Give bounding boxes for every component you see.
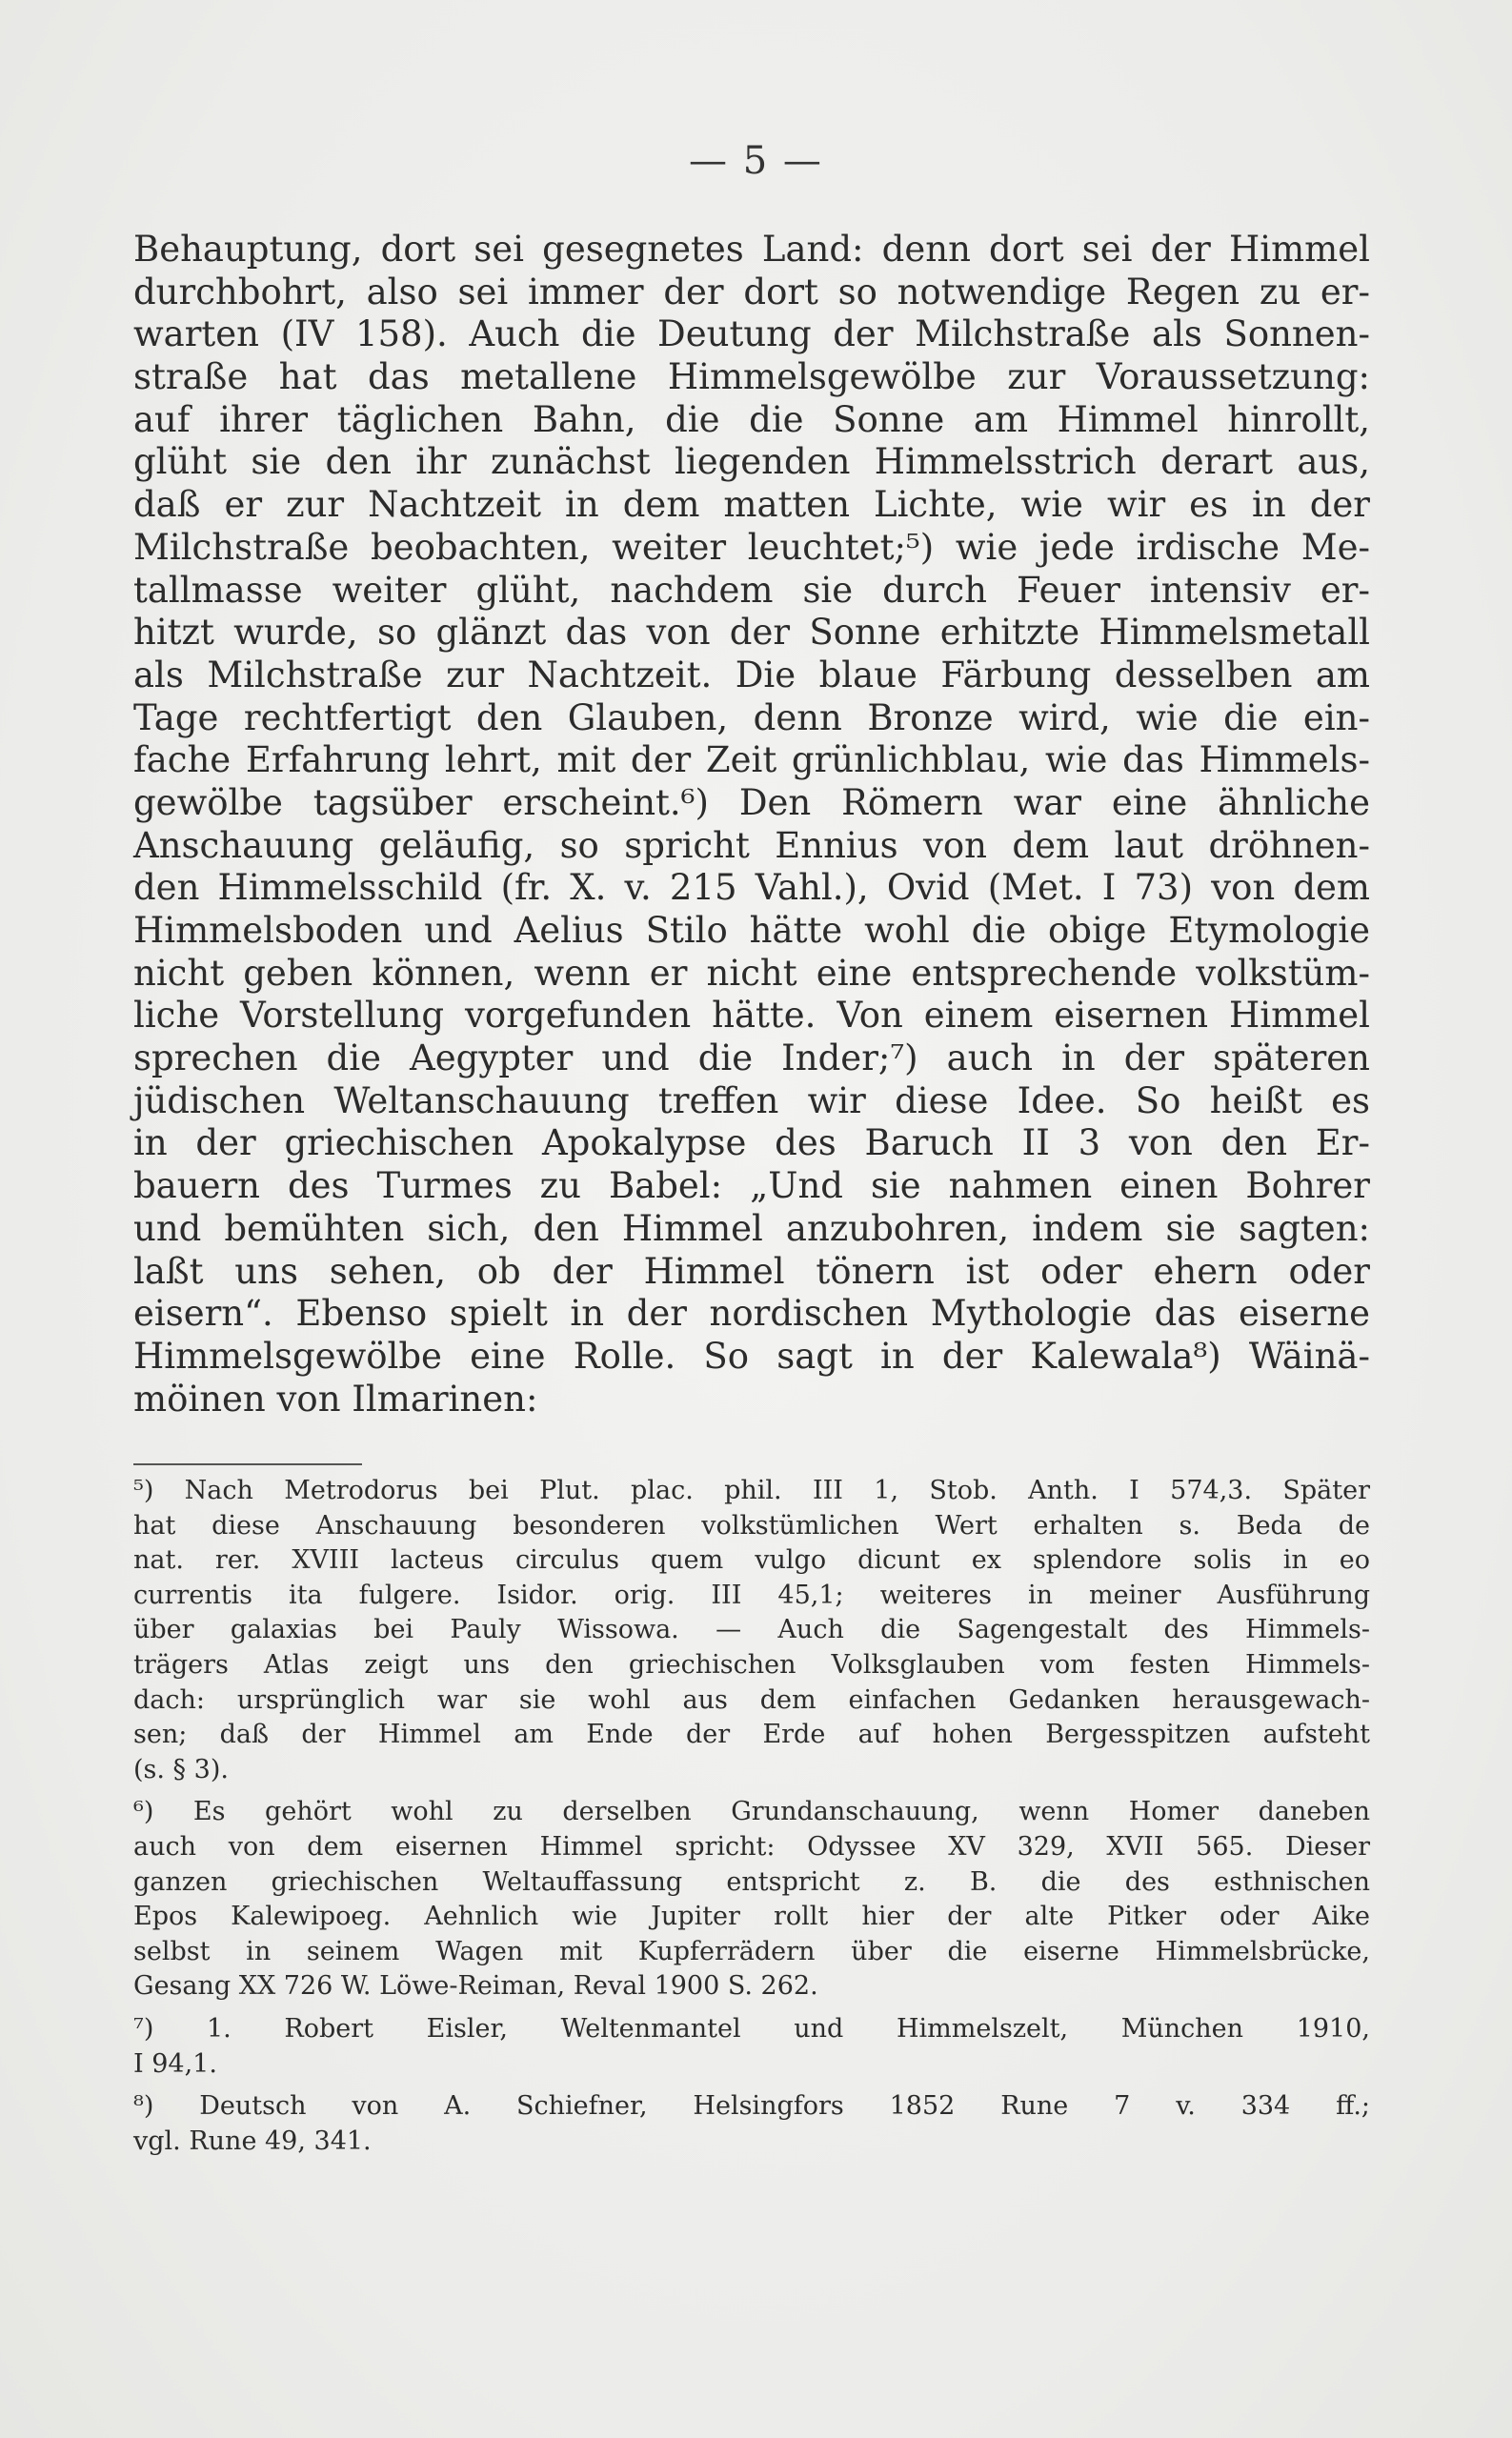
footnote-line: Gesang XX 726 W. Löwe-Reiman, Reval 1900 S. 262.: [133, 1971, 818, 2002]
body-line: laßt uns sehen, ob der Himmel tönern ist oder ehern oder: [133, 1250, 1370, 1292]
footnote-divider: [133, 1463, 362, 1465]
footnote-6: [133, 1795, 1370, 2005]
footnote-line: nat. rer. XVIII lacteus circulus quem vulgo dicunt ex splendore solis in eo: [133, 1545, 1370, 1576]
footnote-line: vgl. Rune 49, 341.: [133, 2126, 372, 2156]
footnote-line: sen; daß der Himmel am Ende der Erde auf hohen Bergesspitzen aufsteht: [133, 1720, 1370, 1750]
body-line: liche Vorstellung vorgefunden hätte. Von einem eisernen Himmel: [133, 995, 1370, 1037]
body-line: eisern“. Ebenso spielt in der nordischen Mythologie das eiserne: [133, 1293, 1370, 1335]
footnote-line: trägers Atlas zeigt uns den griechischen Volksglauben vom festen Himmels-: [133, 1649, 1370, 1680]
body-line: nicht geben können, wenn er nicht eine entsprechende volkstüm-: [133, 952, 1370, 994]
footnote-line: hat diese Anschauung besonderen volkstümlichen Wert erhalten s. Beda de: [133, 1510, 1370, 1541]
body-line: Himmelsgewölbe eine Rolle. So sagt in der Kalewala⁸) Wäinä-: [133, 1335, 1370, 1377]
body-line: fache Erfahrung lehrt, mit der Zeit grünlichblau, wie das Himmels-: [133, 739, 1370, 781]
body-line: und bemühten sich, den Himmel anzubohren, indem sie sagten:: [133, 1207, 1370, 1249]
footnote-5: [133, 1474, 1370, 1787]
body-line: bauern des Turmes zu Babel: „Und sie nahmen einen Bohrer: [133, 1165, 1370, 1207]
body-line: Himmelsboden und Aelius Stilo hätte wohl die obige Etymologie: [133, 910, 1370, 951]
footnote-line: ⁷) 1. Robert Eisler, Weltenmantel und Himmelszelt, München 1910,: [133, 2013, 1370, 2044]
body-line: glüht sie den ihr zunächst liegenden Himmelsstrich derart aus,: [133, 441, 1370, 483]
body-line: als Milchstraße zur Nachtzeit. Die blaue Färbung desselben am: [133, 654, 1370, 695]
body-line: hitzt wurde, so glänzt das von der Sonne erhitzte Himmelsmetall: [133, 612, 1370, 654]
body-line: in der griechischen Apokalypse des Baruch II 3 von den Er-: [133, 1122, 1370, 1164]
body-line: auf ihrer täglichen Bahn, die die Sonne am Himmel hinrollt,: [133, 398, 1370, 440]
footnote-line: über galaxias bei Pauly Wissowa. — Auch die Sagengestalt des Himmels-: [133, 1615, 1370, 1645]
body-line: warten (IV 158). Auch die Deutung der Milchstraße als Sonnen-: [133, 313, 1370, 355]
body-line: daß er zur Nachtzeit in dem matten Lichte, wie wir es in der: [133, 484, 1370, 526]
footnote-line: auch von dem eisernen Himmel spricht: Odyssee XV 329, XVII 565. Dieser: [133, 1831, 1370, 1862]
body-line: jüdischen Weltanschauung treffen wir diese Idee. So heißt es: [133, 1079, 1370, 1121]
footnote-line: (s. § 3).: [133, 1754, 229, 1784]
body-line: Milchstraße beobachten, weiter leuchtet;⁵) wie jede irdische Me-: [133, 526, 1370, 568]
footnote-line: dach: ursprünglich war sie wohl aus dem einfachen Gedanken herausgewach-: [133, 1684, 1370, 1715]
body-line: straße hat das metallene Himmelsgewölbe zur Voraussetzung:: [133, 356, 1370, 398]
footnote-7: [133, 2012, 1370, 2082]
body-line: Behauptung, dort sei gesegnetes Land: denn dort sei der Himmel: [133, 229, 1370, 270]
footnote-line: Epos Kalewipoeg. Aehnlich wie Jupiter rollt hier der alte Pitker oder Aike: [133, 1902, 1370, 1932]
body-line: möinen von Ilmarinen:: [133, 1378, 538, 1420]
footnotes: [133, 1474, 1370, 2166]
body-line: sprechen die Aegypter und die Inder;⁷) auch in der späteren: [133, 1038, 1370, 1079]
footnote-line: ⁸) Deutsch von A. Schiefner, Helsingfors 1852 Rune 7 v. 334 ff.;: [133, 2091, 1370, 2122]
footnote-line: ⁵) Nach Metrodorus bei Plut. plac. phil. III 1, Stob. Anth. I 574,3. Später: [133, 1476, 1370, 1505]
body-line: den Himmelsschild (fr. X. v. 215 Vahl.), Ovid (Met. I 73) von dem: [133, 867, 1370, 909]
body-line: Tage rechtfertigt den Glauben, denn Bronze wird, wie die ein-: [133, 696, 1370, 738]
body-line: durchbohrt, also sei immer der dort so notwendige Regen zu er-: [133, 271, 1370, 312]
footnote-line: ⁶) Es gehört wohl zu derselben Grundanschauung, wenn Homer daneben: [133, 1797, 1370, 1827]
footnote-line: ganzen griechischen Weltauffassung entspricht z. B. die des esthnischen: [133, 1866, 1370, 1897]
page-number: — 5 —: [689, 139, 823, 183]
body-line: tallmasse weiter glüht, nachdem sie durch Feuer intensiv er-: [133, 569, 1370, 611]
footnote-line: selbst in seinem Wagen mit Kupferrädern über die eiserne Himmelsbrücke,: [133, 1936, 1370, 1966]
body-line: Anschauung geläufig, so spricht Ennius von dem laut dröhnen-: [133, 824, 1370, 866]
footnote-line: currentis ita fulgere. Isidor. orig. III 45,1; weiteres in meiner Ausführung: [133, 1580, 1370, 1610]
footnote-8: [133, 2089, 1370, 2159]
body-line: gewölbe tagsüber erscheint.⁶) Den Römern war eine ähnliche: [133, 781, 1370, 823]
body-text: [133, 229, 1370, 1420]
footnote-line: I 94,1.: [133, 2048, 217, 2079]
